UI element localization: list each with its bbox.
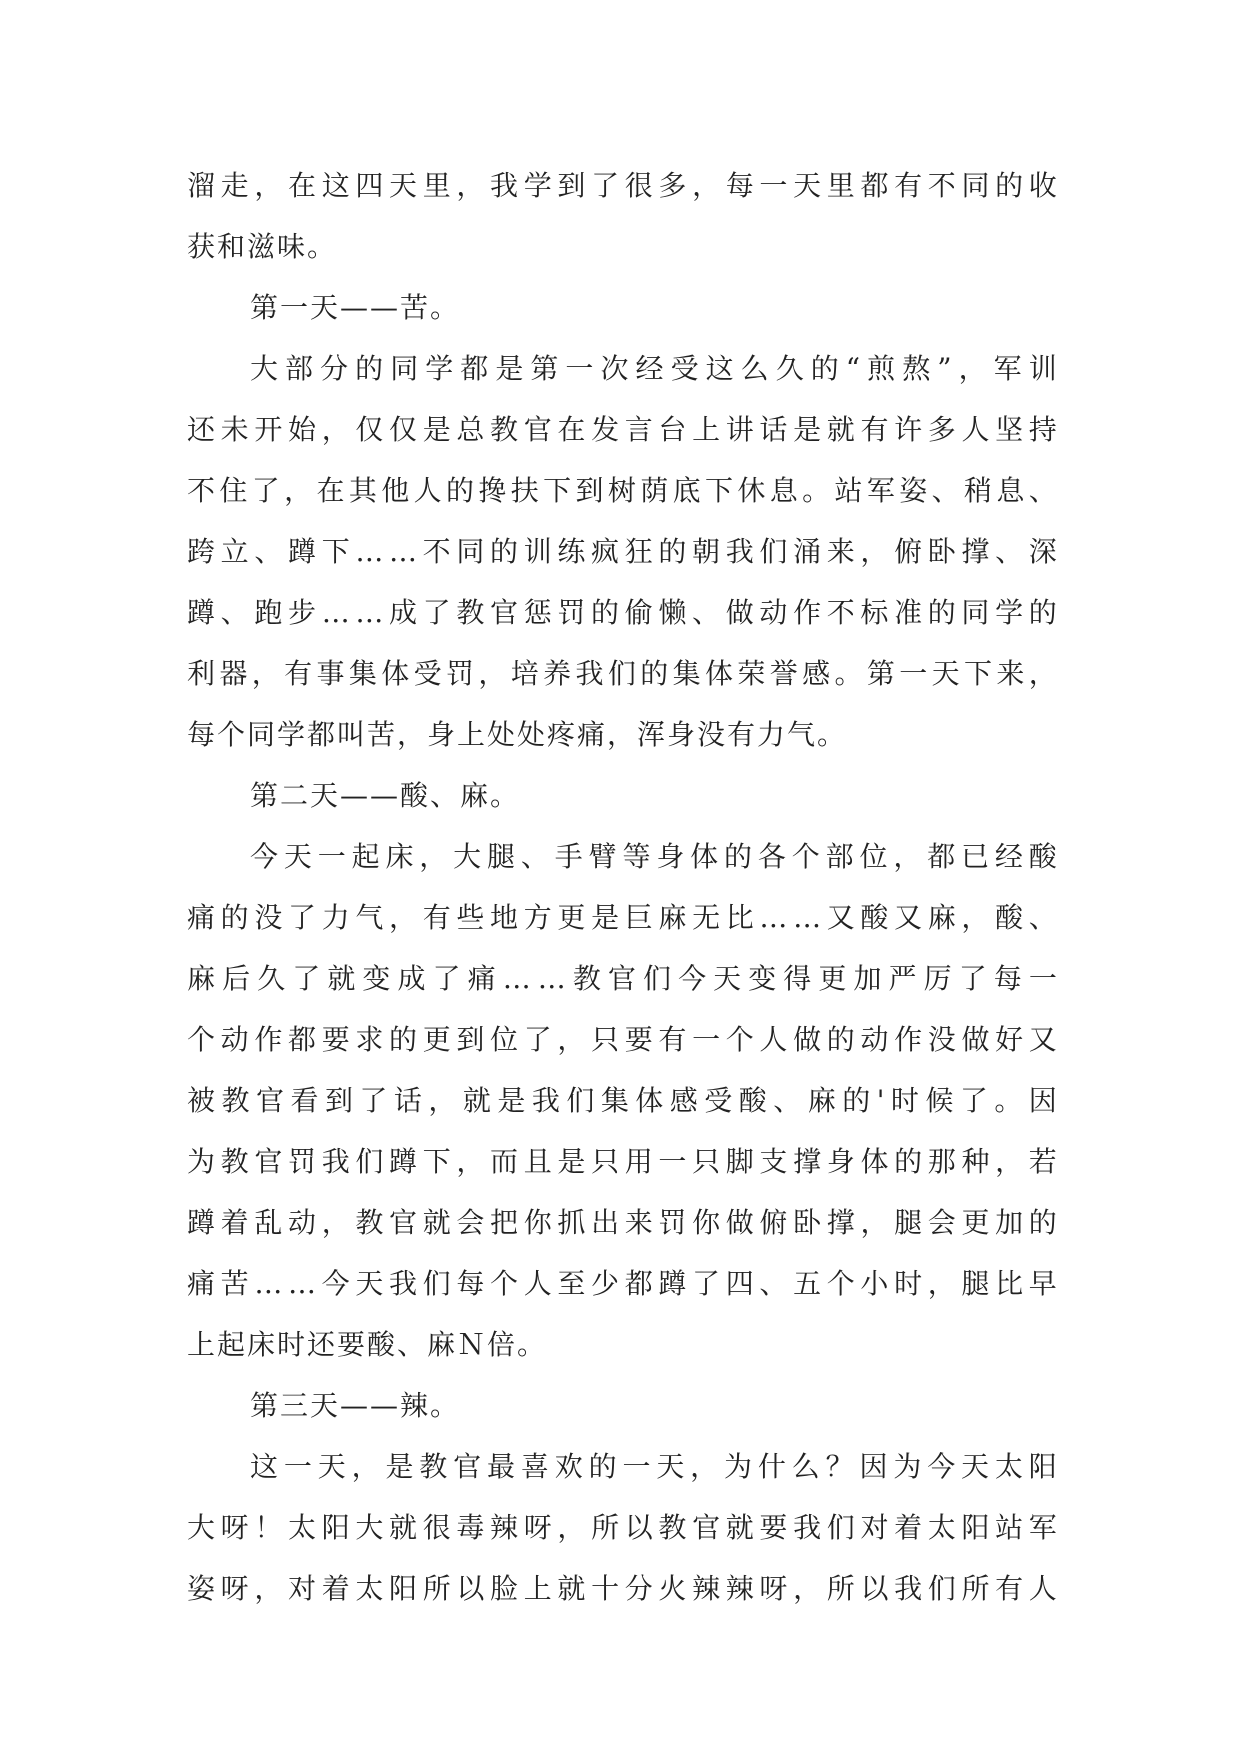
- text-line: 蹲 、 跑 步 … … 成 了 教 官 惩 罚 的 偷 懒 、 做 动 作 不 标 准 的 同 学 的: [187, 596, 1057, 629]
- text-line: 获和滋味。: [187, 230, 338, 263]
- text-line: 大 部 分 的 同 学 都 是 第 一 次 经 受 这 么 久 的 “ 煎 熬 ” ， 军 训: [250, 352, 1057, 385]
- text-line: 痛 苦 … … 今 天 我 们 每 个 人 至 少 都 蹲 了 四 、 五 个 小 时 ， 腿 比 早: [187, 1267, 1057, 1300]
- text-line: 跨 立 、 蹲 下 … … 不 同 的 训 练 疯 狂 的 朝 我 们 涌 来 ， 俯 卧 撑 、 深: [187, 535, 1057, 568]
- text-line: 姿 呀 ， 对 着 太 阳 所 以 脸 上 就 十 分 火 辣 辣 呀 ， 所 以 我 们 所 有 人: [187, 1572, 1057, 1605]
- text-line: 个 动 作 都 要 求 的 更 到 位 了 ， 只 要 有 一 个 人 做 的 动 作 没 做 好 又: [187, 1023, 1057, 1056]
- text-line: 上起床时还要酸、麻Ｎ倍。: [187, 1328, 548, 1361]
- text-line: 大 呀 ！ 太 阳 大 就 很 毒 辣 呀 ， 所 以 教 官 就 要 我 们 对 着 太 阳 站 军: [187, 1511, 1057, 1544]
- text-line: 蹲 着 乱 动 ， 教 官 就 会 把 你 抓 出 来 罚 你 做 俯 卧 撑 ， 腿 会 更 加 的: [187, 1206, 1057, 1239]
- text-line: 麻 后 久 了 就 变 成 了 痛 … … 教 官 们 今 天 变 得 更 加 严 厉 了 每 一: [187, 962, 1057, 995]
- text-line: 痛 的 没 了 力 气 ， 有 些 地 方 更 是 巨 麻 无 比 … … 又 酸 又 麻 ， 酸 、: [187, 901, 1057, 934]
- document-body: [187, 155, 1057, 1619]
- text-line: 今 天 一 起 床 ， 大 腿 、 手 臂 等 身 体 的 各 个 部 位 ， 都 已 经 酸: [250, 840, 1057, 873]
- text-line: 每个同学都叫苦，身上处处疼痛，浑身没有力气。: [187, 718, 848, 751]
- text-line: 利 器 ， 有 事 集 体 受 罚 ， 培 养 我 们 的 集 体 荣 誉 感 。 第 一 天 下 来 ，: [187, 657, 1057, 690]
- section-heading: 第二天——酸、麻。: [250, 779, 521, 812]
- section-heading: 第三天——辣。: [250, 1389, 461, 1422]
- text-line: 为 教 官 罚 我 们 蹲 下 ， 而 且 是 只 用 一 只 脚 支 撑 身 体 的 那 种 ， 若: [187, 1145, 1057, 1178]
- text-line: 被 教 官 看 到 了 话 ， 就 是 我 们 集 体 感 受 酸 、 麻 的 ' 时 候 了 。 因: [187, 1084, 1057, 1117]
- text-line: 还 未 开 始 ， 仅 仅 是 总 教 官 在 发 言 台 上 讲 话 是 就 有 许 多 人 坚 持: [187, 413, 1057, 446]
- text-line: 这 一 天 ， 是 教 官 最 喜 欢 的 一 天 ， 为 什 么 ？ 因 为 今 天 太 阳: [250, 1450, 1057, 1483]
- text-line: 溜 走 ， 在 这 四 天 里 ， 我 学 到 了 很 多 ， 每 一 天 里 都 有 不 同 的 收: [187, 169, 1057, 202]
- document-page: [187, 155, 1057, 1619]
- text-line: 不 住 了 ， 在 其 他 人 的 搀 扶 下 到 树 荫 底 下 休 息 。 站 军 姿 、 稍 息 、: [187, 474, 1057, 507]
- section-heading: 第一天——苦。: [250, 291, 461, 324]
